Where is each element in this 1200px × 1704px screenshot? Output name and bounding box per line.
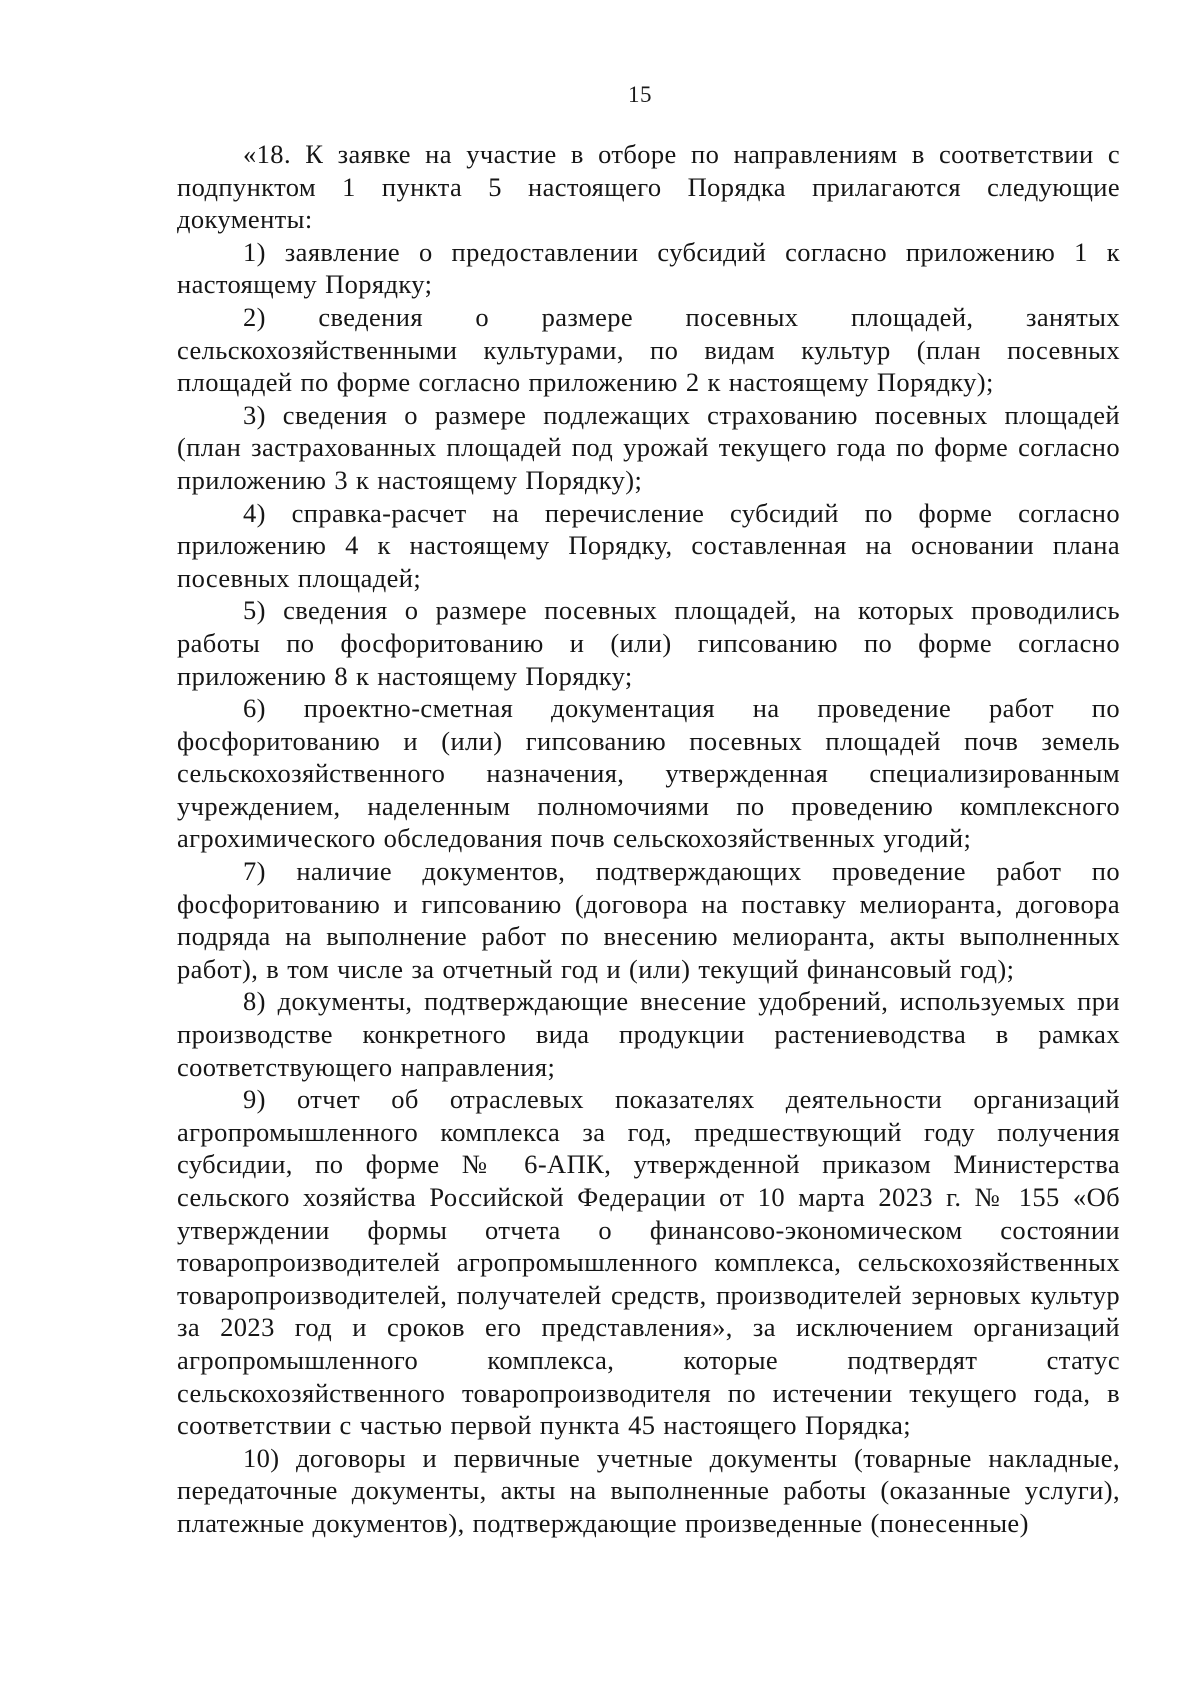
paragraph-item-1: 1) заявление о предоставлении субсидий согласно приложению 1 к настоящему Порядку; <box>177 236 1120 300</box>
document-body <box>177 138 1120 1540</box>
paragraph-item-3: 3) сведения о размере подлежащих страхованию посевных площадей (план застрахованных площадей под урожай текущего года по форме согласно приложению 3 к настоящему Порядку); <box>177 399 1120 495</box>
paragraph-item-6: 6) проектно-сметная документация на проведение работ по фосфоритованию и (или) гипсованию посевных площадей почв земель сельскохозяйственного назначения, утвержденная специализированным учреждением, наделенным полномочиями по проведению комплексного агрохимического обследования почв сельскохозяйственных угодий; <box>177 693 1120 854</box>
paragraph-item-18-intro: «18. К заявке на участие в отборе по направлениям в соответствии с подпунктом 1 пункта 5 настоящего Порядка прилагаются следующие документы: <box>177 139 1120 235</box>
paragraph-item-10: 10) договоры и первичные учетные документы (товарные накладные, передаточные документы, акты на выполненные работы (оказанные услуги), платежные документов), подтверждающие произведенные (понесенные) <box>177 1442 1120 1538</box>
paragraph-item-8: 8) документы, подтверждающие внесение удобрений, используемых при производстве конкретного вида продукции растениеводства в рамках соответствующего направления; <box>177 986 1120 1082</box>
paragraph-item-4: 4) справка-расчет на перечисление субсидий по форме согласно приложению 4 к настоящему Порядку, составленная на основании плана посевных площадей; <box>177 497 1120 593</box>
page-number: 15 <box>628 82 652 107</box>
paragraph-item-2: 2) сведения о размере посевных площадей, занятых сельскохозяйственными культурами, по видам культур (план посевных площадей по форме согласно приложению 2 к настоящему Порядку); <box>177 301 1120 398</box>
paragraph-item-7: 7) наличие документов, подтверждающих проведение работ по фосфоритованию и гипсованию (договора на поставку мелиоранта, договора подряда на выполнение работ по внесению мелиоранта, акты выполненных работ), в том числе за отчетный год и (или) текущий финансовый год); <box>177 856 1120 984</box>
paragraph-item-9: 9) отчет об отраслевых показателях деятельности организаций агропромышленного комплекса за год, предшествующий году получения субсидии, по форме № 6-АПК, утвержденной приказом Министерства сельского хозяйства Российской Федерации от 10 марта 2023 г. № 155 «Об утверждении формы отчета о финансово-экономическом состоянии товаропроизводителей агропромышленного комплекса, сельскохозяйственных товаропроизводителей, получателей средств, производителей зерновых культур за 2023 год и сроков его представления», за исключением организаций агропромышленного комплекса, которые подтвердят статус сельскохозяйственного товаропроизводителя по истечении текущего года, в соответствии с частью первой пункта 45 настоящего Порядка; <box>177 1084 1120 1441</box>
paragraph-item-5: 5) сведения о размере посевных площадей, на которых проводились работы по фосфоритованию и (или) гипсованию по форме согласно приложению 8 к настоящему Порядку; <box>177 595 1120 691</box>
